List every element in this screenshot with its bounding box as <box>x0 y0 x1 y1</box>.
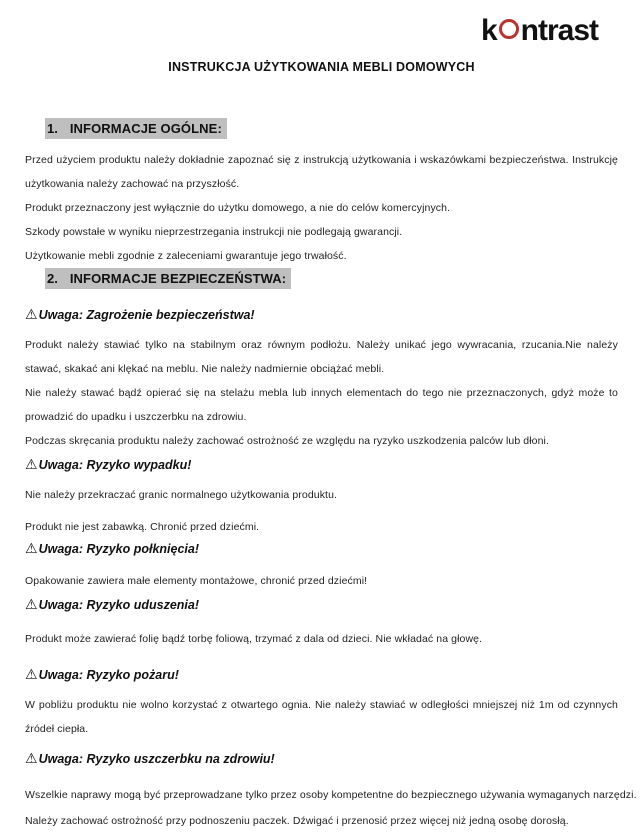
warning-triangle-icon: ⚠ <box>25 306 38 322</box>
paragraph: Podczas skręcania produktu należy zachować ostrożność ze względu na ryzyko uszkodzenia palców lub dłoni. <box>25 435 550 447</box>
warning-heading <box>25 749 618 767</box>
warning-heading <box>25 665 618 683</box>
paragraph: Wszelkie naprawy mogą być przeprowadzane tylko przez osoby kompetentne do bezpiecznego używania wymaganych narzędzi. <box>25 789 637 801</box>
kontrast-logo <box>481 16 598 46</box>
warning-heading <box>25 455 618 473</box>
section-heading-text: INFORMACJE BEZPIECZEŃSTWA: <box>69 271 287 286</box>
paragraph: Przed użyciem produktu należy dokładnie zapoznać się z instrukcją użytkowania i wskazówkami bezpieczeństwa. Instrukcję użytkowania należy zachować na przyszłość. <box>25 154 618 190</box>
section-heading-highlight <box>45 268 291 289</box>
section-number: 1. <box>47 121 58 136</box>
title-row <box>25 58 618 76</box>
warning-text: Uwaga: Ryzyko wypadku! <box>38 458 192 472</box>
paragraph: Opakowanie zawiera małe elementy montażowe, chronić przed dziećmi! <box>25 575 368 587</box>
warning-text: Uwaga: Ryzyko połknięcia! <box>38 542 200 556</box>
paragraph: W pobliżu produktu nie wolno korzystać z otwartego ognia. Nie należy stawiać w odległości mniejszej niż 1m od czynnych źródeł ciepła. <box>25 699 618 735</box>
paragraph: Użytkowanie mebli zgodnie z zaleceniami gwarantuje jego trwałość. <box>25 250 347 262</box>
warning-heading <box>25 305 618 323</box>
paragraph: Szkody powstałe w wyniku nieprzestrzegania instrukcji nie podlegają gwarancji. <box>25 226 403 238</box>
paragraph: Należy zachować ostrożność przy podnoszeniu paczek. Dźwigać i przenosić przez więcej niż jedną osobę dorosłą. <box>25 815 569 827</box>
warning-triangle-icon: ⚠ <box>25 750 38 766</box>
warning-triangle-icon: ⚠ <box>25 666 38 682</box>
warning-triangle-icon: ⚠ <box>25 596 38 612</box>
paragraph: Nie należy stawać bądź opierać się na stelażu mebla lub innych elementach do tego nie przeznaczonych, gdyż może to prowadzić do upadku i uszczerbku na zdrowiu. <box>25 387 618 423</box>
page-title: INSTRUKCJA UŻYTKOWANIA MEBLI DOMOWYCH <box>168 60 475 74</box>
section-heading-2 <box>25 268 618 289</box>
paragraph: Produkt może zawierać folię bądź torbę foliową, trzymać z dala od dzieci. Nie wkładać na głowę. <box>25 633 483 645</box>
paragraph: Produkt należy stawiać tylko na stabilnym oraz równym podłożu. Należy unikać jego wywracania, rzucania.Nie należy stawać, skakać ani klękać na meblu. Nie należy nadmiernie obciążać mebli. <box>25 339 618 375</box>
section-heading-text: INFORMACJE OGÓLNE: <box>69 121 222 136</box>
paragraph: Produkt nie jest zabawką. Chronić przed dziećmi. <box>25 521 260 533</box>
logo-o-circle-icon <box>499 19 519 39</box>
logo-row <box>25 16 598 46</box>
logo-text-after: ntrast <box>520 14 598 47</box>
warning-text: Uwaga: Ryzyko pożaru! <box>38 668 179 682</box>
logo-text-before: k <box>480 14 497 47</box>
warning-text: Uwaga: Ryzyko uduszenia! <box>38 598 200 612</box>
paragraph: Nie należy przekraczać granic normalnego użytkowania produktu. <box>25 489 338 501</box>
section-heading-highlight <box>45 118 227 139</box>
warning-heading <box>25 539 618 557</box>
section-number: 2. <box>47 271 58 286</box>
warning-text: Uwaga: Zagrożenie bezpieczeństwa! <box>38 308 255 322</box>
warning-triangle-icon: ⚠ <box>25 456 38 472</box>
paragraph: Produkt przeznaczony jest wyłącznie do użytku domowego, a nie do celów komercyjnych. <box>25 202 451 214</box>
section-heading-1 <box>25 118 618 139</box>
warning-text: Uwaga: Ryzyko uszczerbku na zdrowiu! <box>38 752 275 766</box>
warning-heading <box>25 595 618 613</box>
warning-triangle-icon: ⚠ <box>25 540 38 556</box>
